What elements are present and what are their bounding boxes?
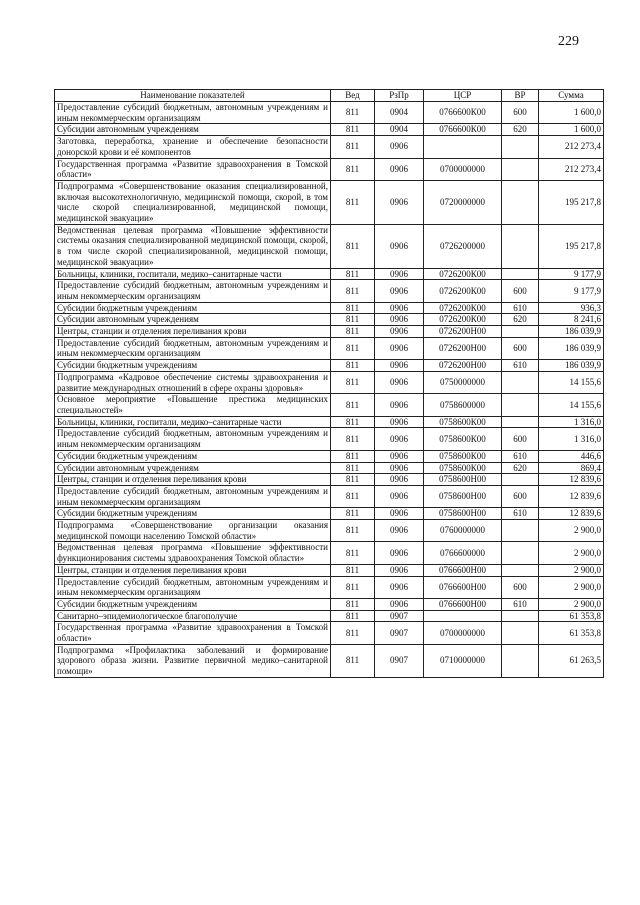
cell-vr: 610: [502, 598, 539, 610]
cell-vr: 600: [502, 485, 539, 507]
cell-ved: 811: [331, 224, 375, 268]
table-row: [55, 280, 604, 302]
cell-sum: 2 900,0: [539, 598, 604, 610]
cell-name: Основное мероприятие «Повышение престижа медицинских специальностей»: [55, 394, 331, 416]
cell-vr: [502, 542, 539, 564]
cell-ved: 811: [331, 371, 375, 393]
cell-csr: 0710000000: [424, 644, 502, 677]
cell-ved: 811: [331, 268, 375, 280]
cell-ved: 811: [331, 450, 375, 462]
cell-vr: 600: [502, 576, 539, 598]
cell-ved: 811: [331, 360, 375, 372]
table-row: [55, 474, 604, 486]
cell-name: Центры, станции и отделения переливания крови: [55, 474, 331, 486]
table-row: [55, 394, 604, 416]
cell-rzpr: 0906: [375, 485, 424, 507]
cell-name: Больницы, клиники, госпитали, медико–санитарные части: [55, 268, 331, 280]
cell-name: Предоставление субсидий бюджетным, автономным учреждениям и иным некоммерческим организациям: [55, 576, 331, 598]
cell-rzpr: 0906: [375, 326, 424, 338]
cell-sum: 1 316,0: [539, 416, 604, 428]
cell-rzpr: 0906: [375, 314, 424, 326]
cell-rzpr: 0906: [375, 180, 424, 224]
cell-csr: 0750000000: [424, 371, 502, 393]
table-row: [55, 302, 604, 314]
cell-vr: 620: [502, 314, 539, 326]
cell-csr: 0726200К00: [424, 314, 502, 326]
cell-csr: 0766600Н00: [424, 564, 502, 576]
cell-rzpr: 0906: [375, 136, 424, 158]
cell-rzpr: 0906: [375, 474, 424, 486]
cell-ved: 811: [331, 302, 375, 314]
cell-sum: 2 900,0: [539, 564, 604, 576]
cell-ved: 811: [331, 428, 375, 450]
cell-csr: 0726200Н00: [424, 337, 502, 359]
cell-rzpr: 0906: [375, 450, 424, 462]
cell-csr: 0766600К00: [424, 102, 502, 124]
cell-sum: 1 600,0: [539, 102, 604, 124]
cell-rzpr: 0906: [375, 508, 424, 520]
cell-sum: 14 155,6: [539, 394, 604, 416]
cell-ved: 811: [331, 102, 375, 124]
cell-vr: 620: [502, 124, 539, 136]
cell-sum: 8 241,6: [539, 314, 604, 326]
cell-vr: [502, 158, 539, 180]
cell-vr: [502, 474, 539, 486]
cell-name: Субсидии автономным учреждениям: [55, 124, 331, 136]
table-row: [55, 485, 604, 507]
cell-vr: [502, 394, 539, 416]
budget-table: [54, 89, 604, 678]
cell-sum: 12 839,6: [539, 508, 604, 520]
table-row: [55, 314, 604, 326]
cell-sum: 212 273,4: [539, 136, 604, 158]
cell-name: Государственная программа «Развитие здравоохранения в Томской области»: [55, 622, 331, 644]
cell-rzpr: 0906: [375, 158, 424, 180]
table-body: [55, 102, 604, 678]
cell-ved: 811: [331, 520, 375, 542]
cell-ved: 811: [331, 644, 375, 677]
cell-name: Предоставление субсидий бюджетным, автономным учреждениям и иным некоммерческим организациям: [55, 337, 331, 359]
cell-sum: 12 839,6: [539, 474, 604, 486]
cell-sum: 61 263,5: [539, 644, 604, 677]
cell-name: Предоставление субсидий бюджетным, автономным учреждениям и иным некоммерческим организациям: [55, 428, 331, 450]
cell-rzpr: 0906: [375, 302, 424, 314]
table-row: [55, 337, 604, 359]
cell-csr: 0760000000: [424, 520, 502, 542]
cell-ved: 811: [331, 564, 375, 576]
cell-name: Субсидии бюджетным учреждениям: [55, 360, 331, 372]
cell-csr: 0766600К00: [424, 124, 502, 136]
cell-rzpr: 0906: [375, 462, 424, 474]
cell-rzpr: 0906: [375, 371, 424, 393]
cell-vr: 600: [502, 280, 539, 302]
cell-rzpr: 0904: [375, 124, 424, 136]
cell-vr: [502, 644, 539, 677]
cell-sum: 446,6: [539, 450, 604, 462]
cell-sum: 186 039,9: [539, 337, 604, 359]
cell-ved: 811: [331, 394, 375, 416]
table-row: [55, 102, 604, 124]
cell-ved: 811: [331, 576, 375, 598]
cell-csr: 0758600К00: [424, 428, 502, 450]
cell-csr: 0766600Н00: [424, 576, 502, 598]
table-row: [55, 360, 604, 372]
cell-name: Ведомственная целевая программа «Повышение эффективности функционирования системы здравоохранения Томской области»: [55, 542, 331, 564]
cell-ved: 811: [331, 136, 375, 158]
table-row: [55, 371, 604, 393]
cell-ved: 811: [331, 462, 375, 474]
cell-sum: 61 353,8: [539, 622, 604, 644]
cell-rzpr: 0906: [375, 416, 424, 428]
cell-ved: 811: [331, 542, 375, 564]
cell-rzpr: 0906: [375, 428, 424, 450]
cell-csr: 0766600000: [424, 542, 502, 564]
cell-vr: 610: [502, 508, 539, 520]
cell-csr: [424, 610, 502, 622]
cell-name: Государственная программа «Развитие здравоохранения в Томской области»: [55, 158, 331, 180]
cell-sum: 14 155,6: [539, 371, 604, 393]
cell-ved: 811: [331, 180, 375, 224]
cell-name: Санитарно–эпидемиологическое благополучие: [55, 610, 331, 622]
cell-ved: 811: [331, 124, 375, 136]
cell-rzpr: 0906: [375, 360, 424, 372]
cell-rzpr: 0906: [375, 394, 424, 416]
cell-name: Предоставление субсидий бюджетным, автономным учреждениям и иным некоммерческим организациям: [55, 280, 331, 302]
table-header-row: [55, 90, 604, 102]
cell-vr: [502, 371, 539, 393]
cell-name: Предоставление субсидий бюджетным, автономным учреждениям и иным некоммерческим организациям: [55, 102, 331, 124]
cell-ved: 811: [331, 508, 375, 520]
cell-name: Подпрограмма «Профилактика заболеваний и формирование здорового образа жизни. Развитие первичной медико–санитарной помощи»: [55, 644, 331, 677]
cell-sum: 2 900,0: [539, 576, 604, 598]
cell-vr: 600: [502, 428, 539, 450]
cell-ved: 811: [331, 485, 375, 507]
table-row: [55, 542, 604, 564]
table-row: [55, 462, 604, 474]
cell-ved: 811: [331, 610, 375, 622]
cell-name: Ведомственная целевая программа «Повышение эффективности системы оказания специализированной медицинской помощи, скорой, в том числе скорой специализированной, медицинской помощи, медицинской эвакуации»: [55, 224, 331, 268]
table-row: [55, 124, 604, 136]
cell-rzpr: 0907: [375, 610, 424, 622]
table-row: [55, 224, 604, 268]
cell-ved: 811: [331, 326, 375, 338]
col-header-rzpr: РзПр: [375, 90, 424, 102]
cell-csr: 0758600К00: [424, 462, 502, 474]
cell-name: Подпрограмма «Совершенствование организации оказания медицинской помощи населению Томской области»: [55, 520, 331, 542]
cell-vr: [502, 564, 539, 576]
cell-csr: 0700000000: [424, 158, 502, 180]
cell-csr: 0758600000: [424, 394, 502, 416]
cell-csr: 0758600Н00: [424, 508, 502, 520]
table-row: [55, 644, 604, 677]
cell-sum: 195 217,8: [539, 224, 604, 268]
cell-sum: 1 600,0: [539, 124, 604, 136]
table-row: [55, 450, 604, 462]
cell-vr: [502, 520, 539, 542]
cell-ved: 811: [331, 416, 375, 428]
cell-vr: 610: [502, 360, 539, 372]
table-row: [55, 508, 604, 520]
table-row: [55, 610, 604, 622]
cell-ved: 811: [331, 280, 375, 302]
table-row: [55, 598, 604, 610]
table-row: [55, 564, 604, 576]
cell-ved: 811: [331, 598, 375, 610]
table-row: [55, 520, 604, 542]
cell-vr: [502, 622, 539, 644]
cell-vr: 610: [502, 450, 539, 462]
cell-vr: 620: [502, 462, 539, 474]
cell-csr: 0766600Н00: [424, 598, 502, 610]
table-row: [55, 136, 604, 158]
cell-vr: [502, 416, 539, 428]
cell-ved: 811: [331, 314, 375, 326]
table-row: [55, 622, 604, 644]
cell-vr: [502, 180, 539, 224]
cell-sum: 9 177,9: [539, 268, 604, 280]
cell-sum: 212 273,4: [539, 158, 604, 180]
cell-sum: 1 316,0: [539, 428, 604, 450]
cell-csr: 0758600К00: [424, 416, 502, 428]
cell-csr: 0726200Н00: [424, 326, 502, 338]
cell-rzpr: 0906: [375, 520, 424, 542]
cell-name: Субсидии бюджетным учреждениям: [55, 598, 331, 610]
cell-sum: 12 839,6: [539, 485, 604, 507]
cell-sum: 186 039,9: [539, 326, 604, 338]
col-header-ved: Вед: [331, 90, 375, 102]
cell-vr: [502, 224, 539, 268]
cell-ved: 811: [331, 474, 375, 486]
cell-rzpr: 0906: [375, 542, 424, 564]
table-row: [55, 180, 604, 224]
cell-vr: 600: [502, 102, 539, 124]
cell-name: Субсидии бюджетным учреждениям: [55, 508, 331, 520]
cell-name: Субсидии автономным учреждениям: [55, 462, 331, 474]
cell-csr: 0758600Н00: [424, 485, 502, 507]
cell-csr: 0758600К00: [424, 450, 502, 462]
cell-sum: 869,4: [539, 462, 604, 474]
cell-sum: 9 177,9: [539, 280, 604, 302]
table-row: [55, 428, 604, 450]
cell-csr: 0758600Н00: [424, 474, 502, 486]
cell-vr: 600: [502, 337, 539, 359]
cell-vr: [502, 610, 539, 622]
cell-rzpr: 0904: [375, 102, 424, 124]
cell-rzpr: 0906: [375, 224, 424, 268]
cell-csr: 0700000000: [424, 622, 502, 644]
cell-rzpr: 0906: [375, 564, 424, 576]
cell-sum: 2 900,0: [539, 542, 604, 564]
cell-csr: 0726200000: [424, 224, 502, 268]
cell-csr: 0726200К00: [424, 280, 502, 302]
cell-name: Субсидии автономным учреждениям: [55, 314, 331, 326]
cell-rzpr: 0907: [375, 622, 424, 644]
cell-name: Центры, станции и отделения переливания крови: [55, 326, 331, 338]
cell-rzpr: 0906: [375, 337, 424, 359]
cell-sum: 936,3: [539, 302, 604, 314]
table-row: [55, 268, 604, 280]
col-header-vr: ВР: [502, 90, 539, 102]
cell-name: Подпрограмма «Кадровое обеспечение системы здравоохранения и развитие международных отношений в сфере охраны здоровья»: [55, 371, 331, 393]
cell-rzpr: 0906: [375, 576, 424, 598]
cell-vr: 610: [502, 302, 539, 314]
cell-sum: 2 900,0: [539, 520, 604, 542]
cell-vr: [502, 326, 539, 338]
cell-name: Заготовка, переработка, хранение и обеспечение безопасности донорской крови и её компонентов: [55, 136, 331, 158]
table-row: [55, 158, 604, 180]
col-header-csr: ЦСР: [424, 90, 502, 102]
cell-csr: 0726200Н00: [424, 360, 502, 372]
cell-name: Больницы, клиники, госпитали, медико–санитарные части: [55, 416, 331, 428]
cell-name: Подпрограмма «Совершенствование оказания специализированной, включая высокотехнологичную, медицинской помощи, скорой, в том числе скорой специализированной, медицинской помощи, медицинской эвакуации»: [55, 180, 331, 224]
cell-ved: 811: [331, 158, 375, 180]
cell-csr: 0726200К00: [424, 302, 502, 314]
cell-sum: 186 039,9: [539, 360, 604, 372]
table-row: [55, 326, 604, 338]
cell-rzpr: 0906: [375, 280, 424, 302]
cell-rzpr: 0906: [375, 598, 424, 610]
cell-csr: [424, 136, 502, 158]
cell-sum: 195 217,8: [539, 180, 604, 224]
cell-ved: 811: [331, 337, 375, 359]
cell-vr: [502, 136, 539, 158]
table-row: [55, 576, 604, 598]
cell-sum: 61 353,8: [539, 610, 604, 622]
cell-csr: 0720000000: [424, 180, 502, 224]
cell-vr: [502, 268, 539, 280]
cell-csr: 0726200К00: [424, 268, 502, 280]
col-header-name: Наименование показателей: [55, 90, 331, 102]
cell-rzpr: 0907: [375, 644, 424, 677]
cell-name: Субсидии бюджетным учреждениям: [55, 302, 331, 314]
cell-name: Предоставление субсидий бюджетным, автономным учреждениям и иным некоммерческим организациям: [55, 485, 331, 507]
cell-name: Субсидии бюджетным учреждениям: [55, 450, 331, 462]
cell-rzpr: 0906: [375, 268, 424, 280]
table-row: [55, 416, 604, 428]
cell-name: Центры, станции и отделения переливания крови: [55, 564, 331, 576]
col-header-sum: Сумма: [539, 90, 604, 102]
cell-ved: 811: [331, 622, 375, 644]
page-number: 229: [558, 34, 579, 49]
